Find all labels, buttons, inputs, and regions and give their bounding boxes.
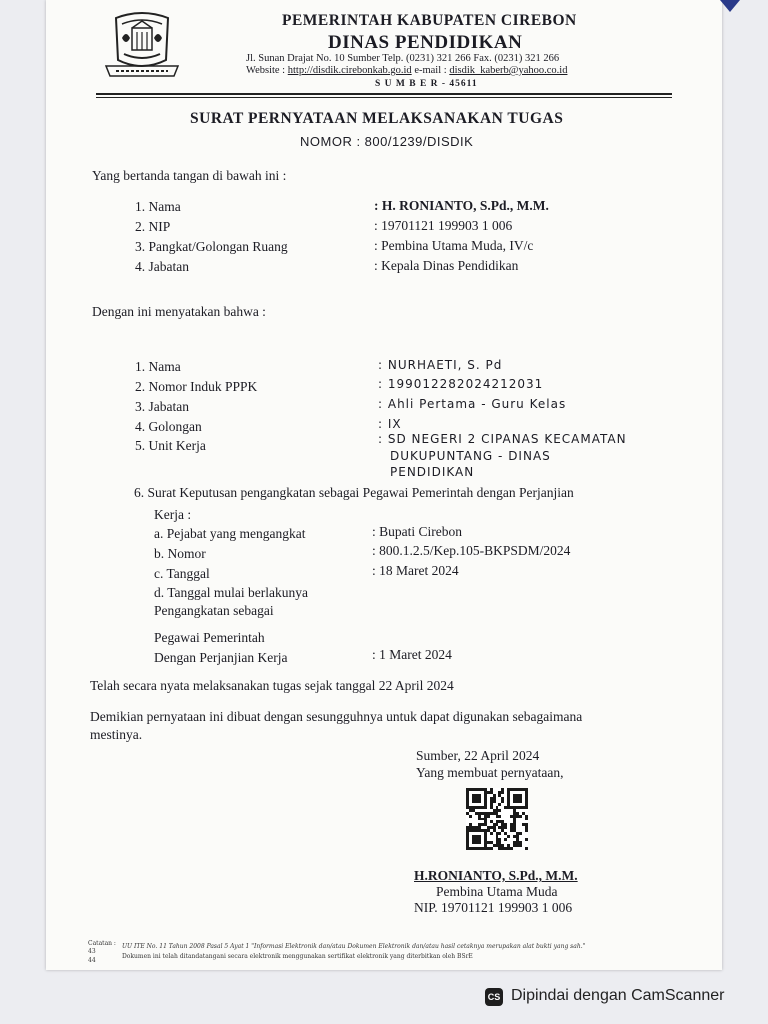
sk-label-date: c. Tanggal bbox=[154, 566, 210, 581]
sk-value-date: : 18 Maret 2024 bbox=[372, 563, 459, 578]
letterhead-agency: DINAS PENDIDIKAN bbox=[328, 32, 523, 53]
employee-label-nipppk: 2. Nomor Induk PPPK bbox=[135, 379, 258, 394]
footer-note-number-2: 44 bbox=[88, 957, 96, 964]
letterhead-contacts bbox=[246, 65, 567, 76]
intro-text: Yang bertanda tangan di bawah ini : bbox=[92, 168, 287, 183]
employee-value-name: : NURHAETI, S. Pd bbox=[378, 358, 503, 372]
footer-note-law: UU ITE No. 11 Tahun 2008 Pasal 5 Ayat 1 "Informasi Elektronik dan/atau Dokumen Elektronik dan/atau hasil cetaknya merupakan alat bukti yang sah." bbox=[122, 943, 586, 950]
email-link[interactable]: disdik_kaberb@yahoo.co.id bbox=[449, 65, 568, 76]
employee-value-position: : Ahli Pertama - Guru Kelas bbox=[378, 397, 567, 411]
closing-text-cont: mestinya. bbox=[90, 727, 143, 742]
qr-code-icon[interactable] bbox=[466, 788, 528, 850]
statement-maker: Yang membuat pernyataan, bbox=[416, 765, 564, 780]
sk-label-effective-line2: Pengangkatan sebagai bbox=[154, 603, 274, 618]
camscanner-watermark: Dipindai dengan CamScanner bbox=[511, 987, 725, 1004]
sk-label-number: b. Nomor bbox=[154, 546, 206, 561]
signatory-nip: NIP. 19701121 199903 1 006 bbox=[414, 900, 573, 915]
signer-label-name: 1. Nama bbox=[135, 199, 181, 214]
letterhead-divider bbox=[96, 93, 672, 95]
employee-value-nipppk: : 199012282024212031 bbox=[378, 377, 544, 391]
sk-label-official: a. Pejabat yang mengangkat bbox=[154, 526, 306, 541]
statement-intro: Dengan ini menyatakan bahwa : bbox=[92, 304, 266, 319]
corner-mark bbox=[720, 0, 740, 12]
document-title: SURAT PERNYATAAN MELAKSANAKAN TUGAS bbox=[190, 110, 564, 127]
sk-value-effective: : 1 Maret 2024 bbox=[372, 647, 452, 662]
signer-value-nip: : 19701121 199903 1 006 bbox=[374, 218, 513, 233]
closing-text: Demikian pernyataan ini dibuat dengan sesungguhnya untuk dapat digunakan sebagaimana bbox=[90, 709, 583, 724]
letterhead-address: Jl. Sunan Drajat No. 10 Sumber Telp. (0231) 321 266 Fax. (0231) 321 266 bbox=[246, 53, 560, 64]
signatory-name: H.RONIANTO, S.Pd., M.M. bbox=[414, 868, 578, 883]
website-label: Website : bbox=[246, 65, 286, 76]
camscanner-logo-icon: CS bbox=[485, 988, 503, 1006]
document-number: NOMOR : 800/1239/DISDIK bbox=[300, 134, 474, 149]
employee-value-unit-line1: : SD NEGERI 2 CIPANAS KECAMATAN bbox=[378, 432, 627, 446]
signer-label-rank: 3. Pangkat/Golongan Ruang bbox=[135, 239, 288, 254]
footer-note-heading: Catatan : bbox=[88, 940, 116, 947]
email-label: e-mail : bbox=[414, 65, 447, 76]
footer-note-esign: Dokumen ini telah ditandatangani secara elektronik menggunakan sertifikat elektronik yang diterbitkan oleh BSrE bbox=[122, 953, 473, 960]
place-date: Sumber, 22 April 2024 bbox=[416, 748, 540, 763]
signer-value-name: : H. RONIANTO, S.Pd., M.M. bbox=[374, 198, 549, 213]
employee-value-unit-line2: DUKUPUNTANG - DINAS bbox=[390, 449, 551, 463]
employee-label-name: 1. Nama bbox=[135, 359, 181, 374]
employee-value-grade: : IX bbox=[378, 417, 402, 431]
signatory-rank: Pembina Utama Muda bbox=[436, 884, 558, 899]
website-link[interactable]: http://disdik.cirebonkab.go.id bbox=[287, 65, 412, 76]
sk-label-effective: d. Tanggal mulai berlakunya bbox=[154, 585, 309, 600]
letterhead-city-zip: S U M B E R - 45611 bbox=[375, 79, 478, 89]
employee-label-grade: 4. Golongan bbox=[135, 419, 202, 434]
sk-heading: 6. Surat Keputusan pengangkatan sebagai Pegawai Pemerintah dengan Perjanjian bbox=[134, 485, 574, 500]
employee-value-unit-line3: PENDIDIKAN bbox=[390, 465, 475, 479]
sk-heading-cont: Kerja : bbox=[154, 507, 192, 522]
employee-label-unit: 5. Unit Kerja bbox=[135, 438, 206, 453]
sk-label-effective-line3: Pegawai Pemerintah bbox=[154, 630, 265, 645]
footer-note-number-1: 43 bbox=[88, 948, 96, 955]
letterhead-divider-thin bbox=[96, 97, 672, 98]
employee-label-position: 3. Jabatan bbox=[135, 399, 189, 414]
letterhead-government: PEMERINTAH KABUPATEN CIREBON bbox=[282, 12, 577, 29]
execution-statement: Telah secara nyata melaksanakan tugas sejak tanggal 22 April 2024 bbox=[90, 678, 454, 693]
sk-label-effective-line4: Dengan Perjanjian Kerja bbox=[154, 650, 288, 665]
sk-value-number: : 800.1.2.5/Kep.105-BKPSDM/2024 bbox=[372, 543, 571, 558]
signer-value-rank: : Pembina Utama Muda, IV/c bbox=[374, 238, 534, 253]
cirebon-regency-emblem-icon bbox=[102, 10, 182, 82]
signer-label-position: 4. Jabatan bbox=[135, 259, 189, 274]
sk-value-official: : Bupati Cirebon bbox=[372, 524, 462, 539]
signer-label-nip: 2. NIP bbox=[135, 219, 171, 234]
signer-value-position: : Kepala Dinas Pendidikan bbox=[374, 258, 519, 273]
